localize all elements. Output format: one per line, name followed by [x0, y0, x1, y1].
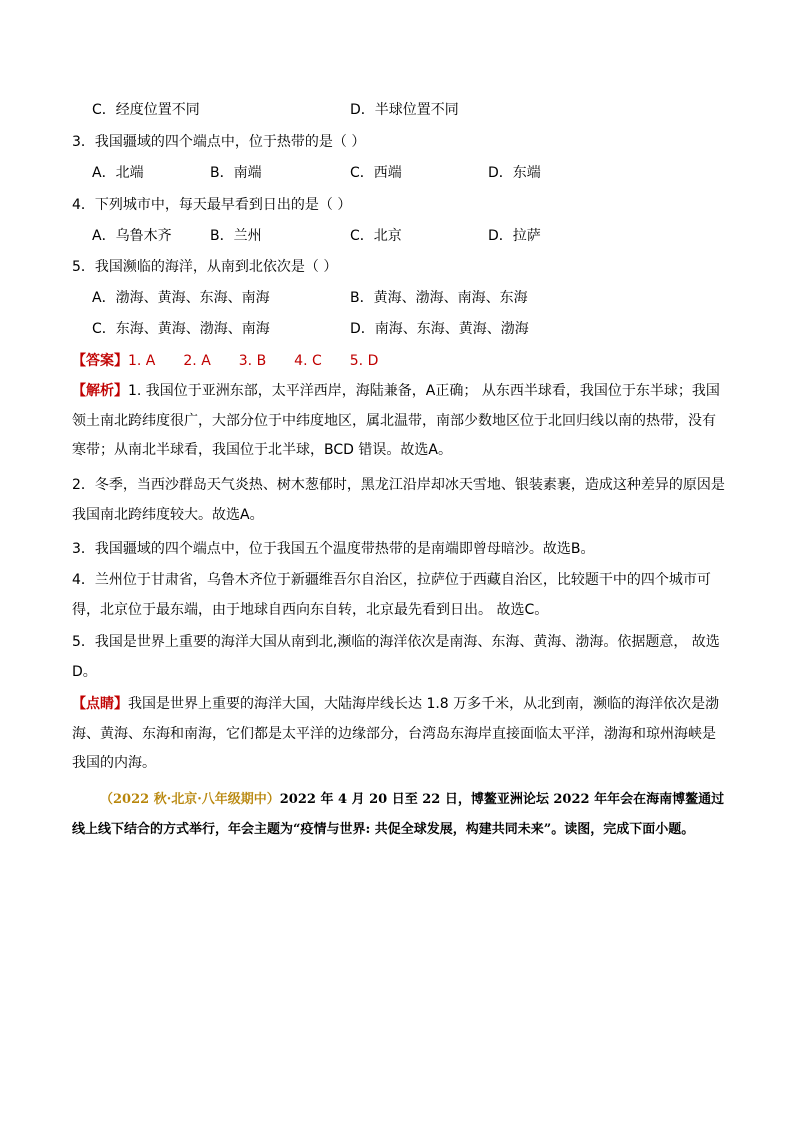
q3-option-c: C．西端 [350, 165, 402, 181]
analysis-p4: 4．兰州位于甘肃省，乌鲁木齐位于新疆维吾尔自治区，拉萨位于西藏自治区，比较题干中的四个城市可得，北京位于最东端，由于地球自西向东自转，北京最先看到日出。 故选C。 [72, 572, 711, 618]
q2-option-d: D．半球位置不同 [350, 102, 459, 118]
comment-block [72, 690, 727, 779]
q5-stem: 5．我国濒临的海洋，从南到北依次是（ ） [72, 259, 338, 275]
q3-option-d: D．东端 [488, 165, 541, 181]
answer-line [72, 351, 378, 371]
comment-text: 我国是世界上重要的海洋大国，大陆海岸线长达 1.8 万多千米，从北到南，濒临的海洋依次是渤海、黄海、东海和南海，它们都是太平洋的边缘部分，台湾岛东海岸直接面临太平洋，渤海和琼州海峡是我国的内海。 [72, 696, 720, 771]
q5-option-c: C．东海、黄海、渤海、南海 [92, 321, 270, 337]
analysis-label: 【解析】 [72, 383, 128, 399]
q5-option-a: A．渤海、黄海、东海、南海 [92, 290, 270, 306]
q4-option-d: D．拉萨 [488, 228, 541, 244]
next-question-intro [72, 785, 732, 845]
q4-stem: 4．下列城市中，每天最早看到日出的是（ ） [72, 197, 352, 213]
comment-label: 【点睛】 [72, 696, 128, 712]
analysis-p2: 2．冬季，当西沙群岛天气炎热、树木葱郁时，黑龙江沿岸却冰天雪地、银装素裹，造成这种差异的原因是我国南北跨纬度较大。故选A。 [72, 477, 725, 523]
intro-text: 2022 年 4 月 20 日至 22 日，博鳌亚洲论坛 2022 年年会在海南博鳌通过线上线下结合的方式举行，年会主题为“疫情与世界: 共促全球发展，构建共同未来”。读图，完成下面小题。 [72, 792, 725, 837]
analysis-p1 [72, 377, 727, 466]
analysis-p5: 5．我国是世界上重要的海洋大国从南到北,濒临的海洋依次是南海、东海、黄海、渤海。依据题意， 故选D。 [72, 634, 720, 680]
answer-label: 【答案】 [72, 353, 128, 369]
q3-option-b: B．南端 [210, 165, 262, 181]
q4-option-a: A．乌鲁木齐 [92, 228, 172, 244]
analysis-p1-text: 1. 我国位于亚洲东部，太平洋西岸，海陆兼备，A正确； 从东西半球看，我国位于东半球；我国领土南北跨纬度很广，大部分位于中纬度地区，属北温带，南部少数地区位于北回归线以南的热带，没有寒带；从南北半球看，我国位于北半球，BCD 错误。故选A。 [72, 383, 720, 458]
q5-option-d: D．南海、东海、黄海、渤海 [350, 321, 529, 337]
answer-text: 1. A 2. A 3. B 4. C 5. D [128, 353, 379, 369]
analysis-p3: 3．我国疆域的四个端点中，位于我国五个温度带热带的是南端即曾母暗沙。故选B。 [72, 541, 595, 557]
q4-option-b: B．兰州 [210, 228, 262, 244]
q3-option-a: A．北端 [92, 165, 144, 181]
q4-option-c: C．北京 [350, 228, 402, 244]
q5-option-b: B．黄海、渤海、南海、东海 [350, 290, 528, 306]
question-source: （2022 秋·北京·八年级期中） [100, 792, 280, 807]
q3-stem: 3．我国疆域的四个端点中，位于热带的是（ ） [72, 134, 366, 150]
q2-option-c: C．经度位置不同 [92, 102, 200, 118]
